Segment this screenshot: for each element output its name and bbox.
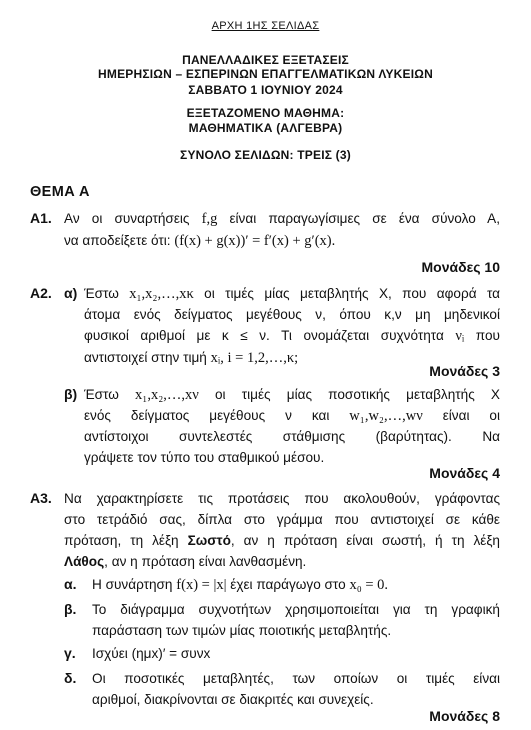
school-type: ΗΜΕΡΗΣΙΩΝ – ΕΣΠΕΡΙΝΩΝ ΕΠΑΓΓΕΛΜΑΤΙΚΩΝ ΛΥΚΕΙΩΝ (98, 67, 433, 81)
question-a2-number: Α2. (30, 285, 52, 301)
question-a2b-label: β) (64, 386, 78, 402)
question-a2b-line3: αντίστοιχοι συντελεστές στάθμισης (βαρύτητας). Να (84, 429, 500, 444)
statement-delta-line2: αριθμοί, διακρίνονται σε διακριτές και συνεχείς. (92, 692, 374, 707)
statement-delta-label: δ. (64, 670, 77, 686)
question-a2a-label: α) (64, 285, 78, 301)
subject-name: ΜΑΘΗΜΑΤΙΚΑ (ΑΛΓΕΒΡΑ) (188, 121, 343, 135)
question-a1-number: Α1. (30, 210, 52, 226)
question-a3-intro4: Λάθος, αν η πρόταση είναι λανθασμένη. (64, 554, 307, 569)
question-a2a-marks: Μονάδες 3 (429, 363, 500, 379)
statement-gamma: Ισχύει (ημx)′ = συνx (92, 646, 211, 661)
statement-beta-line1: Το διάγραμμα συχνοτήτων χρησιμοποιείται για τη γραφική (92, 602, 500, 617)
question-a1-line1: Αν οι συναρτήσεις f,g είναι παραγωγίσιμες σε ένα σύνολο Α, (64, 211, 500, 227)
question-a1-marks: Μονάδες 10 (421, 259, 500, 275)
statement-alpha: Η συνάρτηση f(x) = |x| έχει παράγωγο στο x₀ = 0. (92, 577, 389, 593)
exam-title: ΠΑΝΕΛΛΑΔΙΚΕΣ ΕΞΕΤΑΣΕΙΣ (182, 53, 349, 67)
statement-beta-line2: παράσταση των τιμών μίας ποιοτικής μεταβλητής. (92, 623, 392, 638)
question-a3-intro2: στο τετράδιό σας, δίπλα στο γράμμα που αντιστοιχεί σε κάθε (64, 512, 500, 527)
question-a3-marks: Μονάδες 8 (429, 708, 500, 724)
statement-beta-label: β. (64, 601, 77, 617)
question-a2b-marks: Μονάδες 4 (429, 465, 500, 481)
question-a1-line2: να αποδείξετε ότι: (f(x) + g(x))′ = f′(x) + g′(x). (64, 233, 336, 249)
page-start-label: ΑΡΧΗ 1ΗΣ ΣΕΛΙΔΑΣ (211, 20, 320, 32)
exam-date: ΣΑΒΒΑΤΟ 1 ΙΟΥΝΙΟΥ 2024 (188, 83, 343, 97)
page-count: ΣΥΝΟΛΟ ΣΕΛΙΔΩΝ: ΤΡΕΙΣ (3) (180, 148, 351, 162)
question-a2a-line4: αντιστοιχεί στην τιμή xᵢ, i = 1,2,…,κ; (84, 350, 299, 366)
question-a2a-line2: άτομα ενός δείγματος μεγέθους ν, όπου κ,ν μη μηδενικοί (84, 307, 500, 322)
question-a3-number: Α3. (30, 490, 52, 506)
question-a3-intro3: πρόταση, τη λέξη Σωστό, αν η πρόταση είναι σωστή, ή τη λέξη (64, 533, 500, 548)
question-a2b-line1: Έστω x₁,x₂,…,xν οι τιμές μίας ποσοτικής μεταβλητής Χ (84, 387, 500, 403)
theme-title: ΘΕΜΑ Α (30, 184, 90, 200)
question-a2a-line1: Έστω x₁,x₂,…,xκ οι τιμές μίας μεταβλητής Χ, που αφορά τα (84, 286, 500, 302)
question-a2a-line3: φυσικοί αριθμοί με κ ≤ ν. Τι ονομάζεται συχνότητα νᵢ που (84, 328, 500, 344)
statement-gamma-label: γ. (64, 645, 76, 661)
question-a2b-line4: γράψετε τον τύπο του σταθμικού μέσου. (84, 450, 325, 465)
statement-alpha-label: α. (64, 576, 77, 592)
question-a2b-line2: ενός δείγματος μεγέθους ν και w₁,w₂,…,wν είναι οι (84, 408, 500, 424)
question-a3-intro1: Να χαρακτηρίσετε τις προτάσεις που ακολουθούν, γράφοντας (64, 491, 500, 506)
subject-label: ΕΞΕΤΑΖΟΜΕΝΟ ΜΑΘΗΜΑ: (186, 106, 345, 120)
statement-delta-line1: Οι ποσοτικές μεταβλητές, των οποίων οι τιμές είναι (92, 671, 500, 686)
